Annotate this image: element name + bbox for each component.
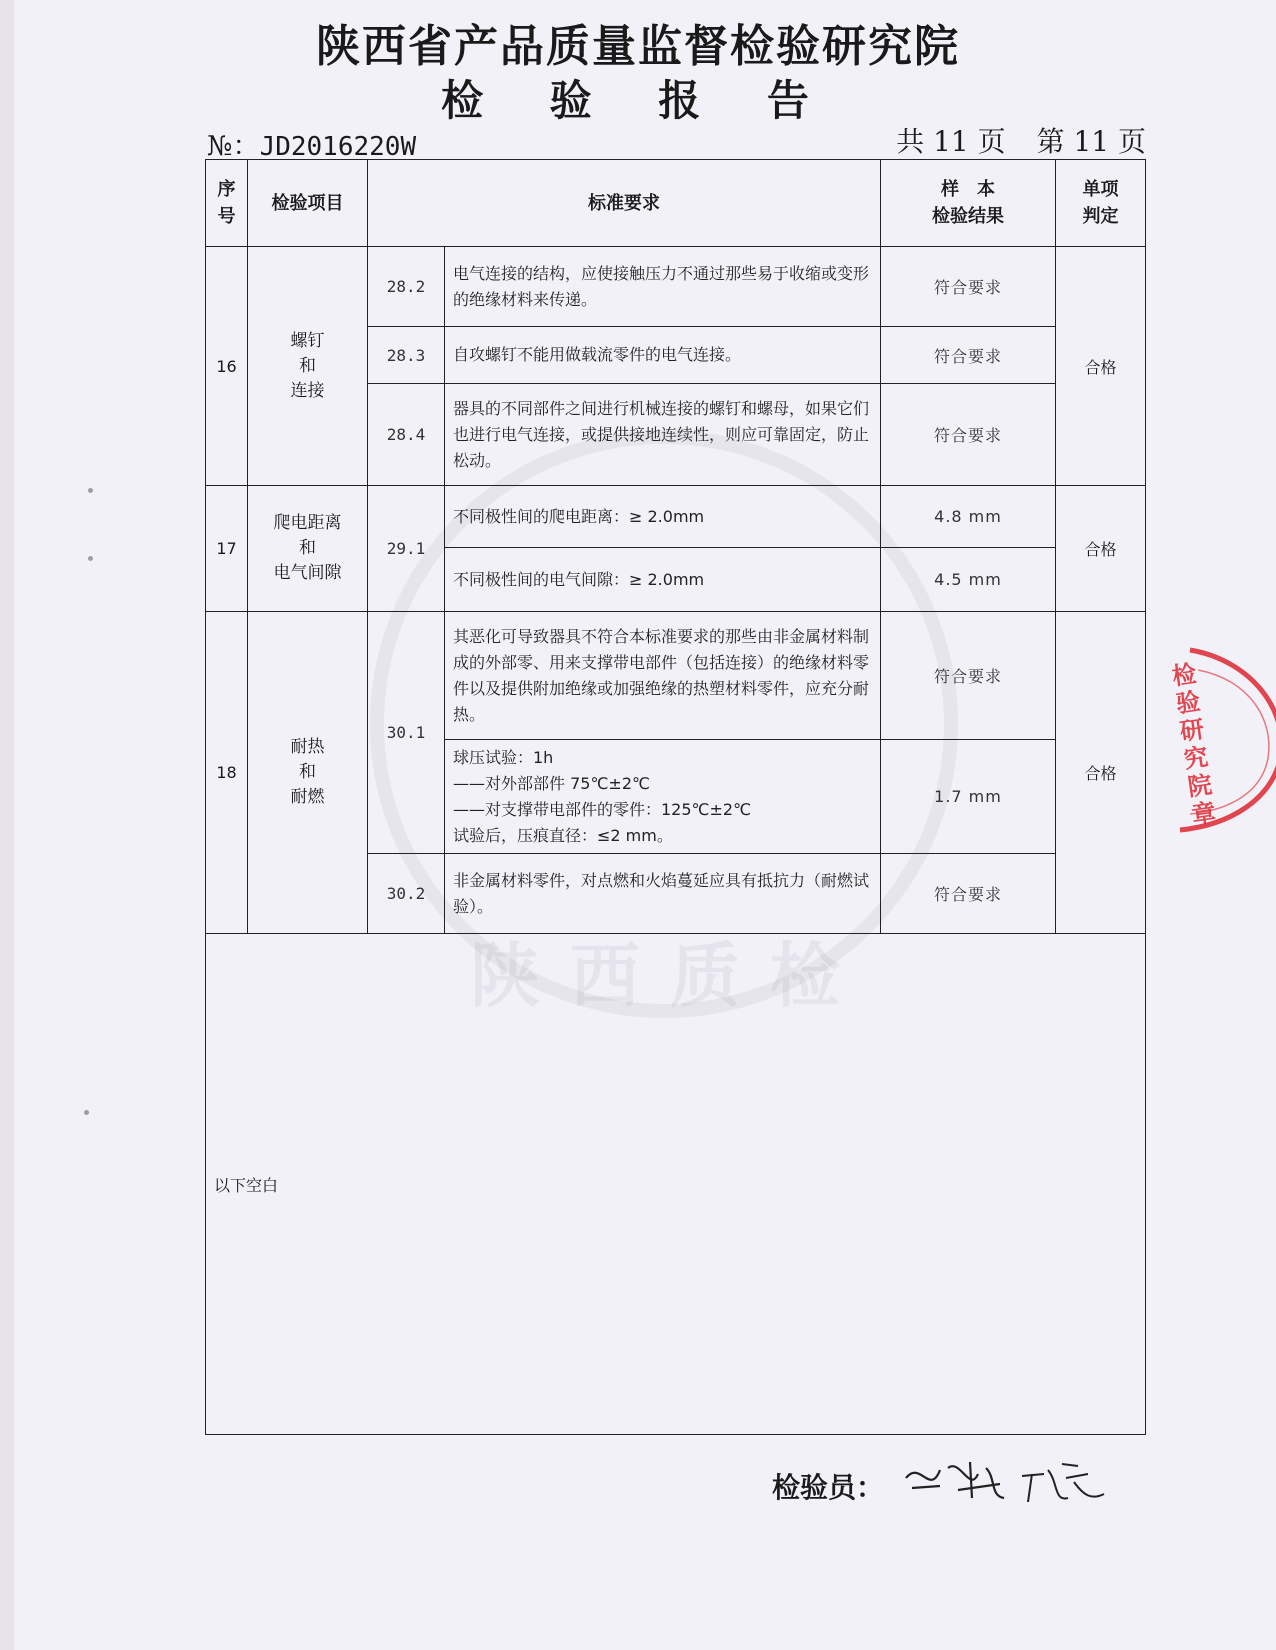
- seq-cell: 17: [206, 486, 248, 612]
- inspection-table: [205, 159, 1146, 1435]
- institute-name: 陕西省产品质量监督检验研究院: [316, 21, 960, 72]
- item-cell: 耐热 和 耐燃: [248, 612, 368, 934]
- table-row: [206, 486, 1146, 548]
- requirement-cell: 器具的不同部件之间进行机械连接的螺钉和螺母，如果它们也进行电气连接，或提供接地连续性，则应可靠固定，防止松动。: [445, 384, 881, 486]
- verdict-cell: 合格: [1056, 247, 1146, 486]
- inspector-label: 检验员：: [772, 1471, 885, 1504]
- verdict-cell: 合格: [1056, 486, 1146, 612]
- watermark-text: 陕西质检: [470, 934, 870, 1017]
- result-cell: 4.5 mm: [881, 548, 1056, 612]
- binding-hole: [84, 1110, 89, 1115]
- requirement-cell: 自攻螺钉不能用做载流零件的电气连接。: [445, 327, 881, 384]
- clause-cell: 30.1: [368, 612, 445, 854]
- item-cell: 爬电距离 和 电气间隙: [248, 486, 368, 612]
- total-pages: 共 11 页: [896, 125, 1006, 158]
- seq-cell: 18: [206, 612, 248, 934]
- result-cell: 1.7 mm: [881, 740, 1056, 854]
- blank-note: 以下空白: [206, 934, 1146, 1435]
- page-info: [874, 120, 1146, 160]
- result-cell: 符合要求: [881, 247, 1056, 327]
- reviewer-signature: [1018, 1452, 1108, 1512]
- report-number-value: JD2016220W: [259, 132, 417, 162]
- table-row: [206, 612, 1146, 740]
- inspector-signature: [900, 1448, 1010, 1508]
- requirement-cell: 不同极性间的爬电距离：≥ 2.0mm: [445, 486, 881, 548]
- table-header-row: [206, 160, 1146, 247]
- table-row: [206, 247, 1146, 327]
- requirement-cell: 其恶化可导致器具不符合本标准要求的那些由非金属材料制成的外部零、用来支撑带电部件（包括连接）的绝缘材料零件以及提供附加绝缘或加强绝缘的热塑材料零件，应充分耐热。: [445, 612, 881, 740]
- clause-cell: 29.1: [368, 486, 445, 612]
- clause-cell: 30.2: [368, 854, 445, 934]
- current-page: 第 11 页: [1036, 125, 1146, 158]
- result-cell: 4.8 mm: [881, 486, 1056, 548]
- blank-row: [206, 934, 1146, 1435]
- header-seq: 序号: [206, 160, 248, 247]
- clause-cell: 28.3: [368, 327, 445, 384]
- result-cell: 符合要求: [881, 612, 1056, 740]
- seal-text: 检验研究院章: [1170, 659, 1218, 830]
- report-title: 检 验 报 告: [441, 76, 835, 125]
- result-cell: 符合要求: [881, 327, 1056, 384]
- seq-cell: 16: [206, 247, 248, 486]
- clause-cell: 28.4: [368, 384, 445, 486]
- report-number: [207, 124, 416, 163]
- header-result: 样 本 检验结果: [881, 160, 1056, 247]
- binding-hole: [88, 556, 93, 561]
- result-cell: 符合要求: [881, 384, 1056, 486]
- clause-cell: 28.2: [368, 247, 445, 327]
- requirement-cell: 不同极性间的电气间隙：≥ 2.0mm: [445, 548, 881, 612]
- verdict-cell: 合格: [1056, 612, 1146, 934]
- report-number-label: №：: [207, 131, 260, 162]
- binding-hole: [88, 488, 93, 493]
- item-cell: 螺钉 和 连接: [248, 247, 368, 486]
- requirement-cell: 非金属材料零件，对点燃和火焰蔓延应具有抵抗力（耐燃试验）。: [445, 854, 881, 934]
- header-item: 检验项目: [248, 160, 368, 247]
- requirement-cell: 球压试验：1h ——对外部部件 75℃±2℃ ——对支撑带电部件的零件：125℃±2℃ 试验后，压痕直径：≤2 mm。: [445, 740, 881, 854]
- result-cell: 符合要求: [881, 854, 1056, 934]
- requirement-cell: 电气连接的结构，应使接触压力不通过那些易于收缩或变形的绝缘材料来传递。: [445, 247, 881, 327]
- scan-edge: [0, 0, 14, 1650]
- header-verdict: 单项 判定: [1056, 160, 1146, 247]
- header-standard: 标准要求: [368, 160, 881, 247]
